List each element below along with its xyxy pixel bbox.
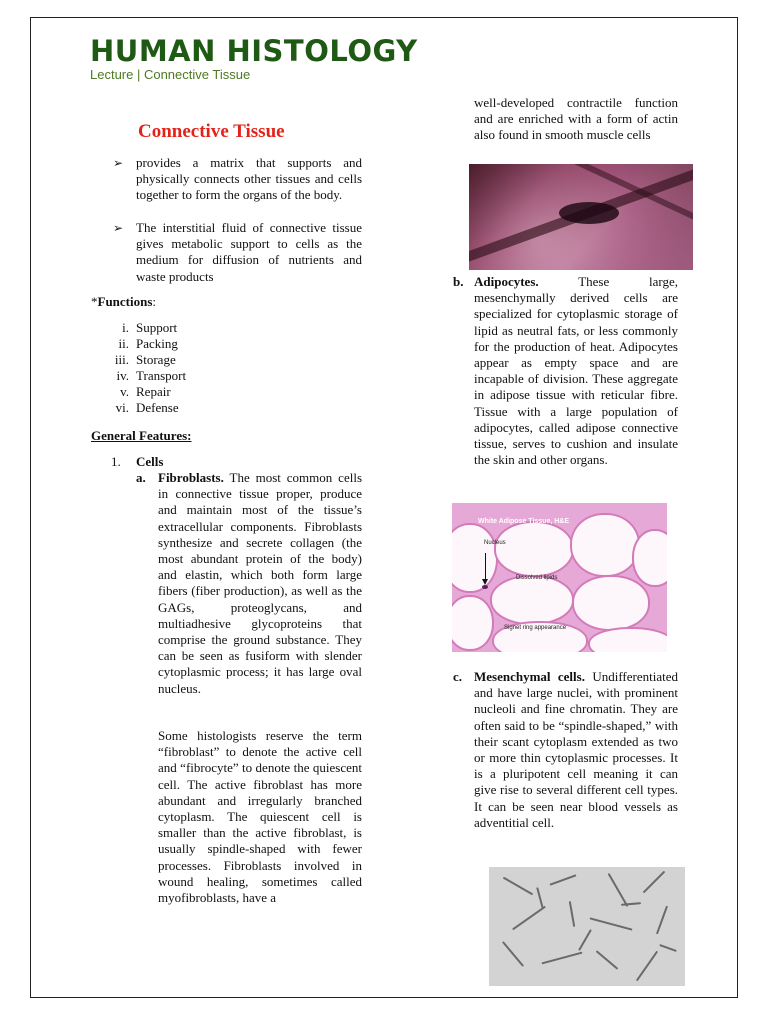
- adipocytes-paragraph: [474, 274, 678, 468]
- list-item-label: Transport: [136, 368, 187, 384]
- intro-bullet-2: The interstitial fluid of connective tissue gives metabolic support to cells as the medium for diffusion of nutrients and waste products: [136, 220, 362, 284]
- list-item-label: Storage: [136, 352, 176, 368]
- list-item-label: Support: [136, 320, 178, 335]
- adipose-micrograph: [452, 503, 667, 652]
- mesenchymal-paragraph: [474, 669, 678, 831]
- fibroblast-micrograph: [469, 164, 693, 270]
- fibroblasts-name: Fibroblasts.: [158, 470, 224, 485]
- list-item-number: vi.: [115, 400, 129, 416]
- fibroblasts-paragraph-2: Some histologists reserve the term “fibroblast” to denote the active cell and “fibrocyte” to denote the quiescent cell. The active fibroblast has more abundant and irregularly branched cytoplasm. The quiescent cell is smaller than the active fibroblast, is usually spindle-shaped with fewer processes. Fibroblasts involved in wound healing, sometimes called myofibroblasts, have a: [158, 728, 362, 906]
- adipose-label-dissolved-lipids: Dissolved lipids: [516, 575, 558, 581]
- adipocytes-text: These large, mesenchymally derived cells are specialized for cytoplasmic storage of lipid as neutral fats, or less commonly for the production of heat. Adipocytes appear as empty space and are incapable of division. These aggregate in adipose tissue with reticular fibre. Tissue with a large population of adipocytes, called adipose connective tissue, serves to cushion and insulate the skin and other organs.: [474, 274, 678, 468]
- list-item-number: ii.: [118, 336, 129, 352]
- fibroblasts-text: The most common cells in connective tissue proper, produce and maintain most of the tissue’s extracellular components. Fibroblasts synthesize and secrete collagen (the most abundant protein of the body) and elastin, which both form large fibers (fiber production), as well as the GAGs, proteoglycans, and multiadhesive glycoproteins that comprise the ground substance. They can be seen as fusiform with slender cytoplasmic process; it has large oval nucleus.: [158, 470, 362, 696]
- fibroblasts-letter: a.: [136, 470, 146, 485]
- arrow-bullet-icon: ➢: [113, 156, 124, 170]
- adipose-label-nucleus: Nucleus: [484, 540, 506, 546]
- fibroblasts-continued: well-developed contractile function and are enriched with a form of actin also found in smooth muscle cells: [474, 95, 678, 143]
- mesenchymal-name: Mesenchymal cells.: [474, 669, 585, 684]
- mesenchymal-micrograph: [489, 867, 685, 986]
- functions-heading-label: Functions: [97, 294, 153, 309]
- arrow-bullet-icon: ➢: [113, 221, 124, 235]
- list-item-number: iv.: [116, 368, 129, 384]
- section-title: Connective Tissue: [138, 121, 285, 142]
- functions-heading-prefix: *: [91, 294, 98, 309]
- list-item-number: v.: [120, 384, 129, 400]
- mesenchymal-letter: c.: [453, 669, 463, 684]
- fibroblasts-paragraph: [158, 470, 362, 697]
- list-item-label: Repair: [136, 384, 171, 400]
- general-features-heading: General Features:: [91, 428, 192, 443]
- cells-number: 1.: [111, 454, 121, 469]
- list-item-number: i.: [122, 320, 129, 335]
- adipocytes-letter: b.: [453, 274, 464, 289]
- cells-label: Cells: [136, 454, 164, 469]
- list-item-label: Defense: [136, 400, 179, 416]
- intro-bullet-1: provides a matrix that supports and physically connects other tissues and cells together to form the organs of the body.: [136, 155, 362, 203]
- document-title: HUMAN HISTOLOGY: [90, 34, 418, 68]
- functions-heading: [91, 294, 156, 310]
- document-subtitle: Lecture | Connective Tissue: [90, 67, 251, 82]
- adipocytes-name: Adipocytes.: [474, 274, 539, 289]
- functions-heading-suffix: :: [152, 294, 157, 309]
- list-item-label: Packing: [136, 336, 178, 352]
- list-item-number: iii.: [114, 352, 129, 368]
- mesenchymal-text: Undifferentiated and have large nuclei, with prominent nucleoli and fine chromatin. They are often said to be “spindle-shaped,” with their scant cytoplasm extended as two or more thin cytoplasmic processes. It is a pluripotent cell meaning it can give rise to several different cell types. It can be seen near blood vessels as adventitial cell.: [474, 669, 678, 830]
- adipose-label-signet-ring: Signet ring appearance: [504, 625, 567, 631]
- adipose-figure-title: White Adipose Tissue, H&E: [478, 518, 570, 525]
